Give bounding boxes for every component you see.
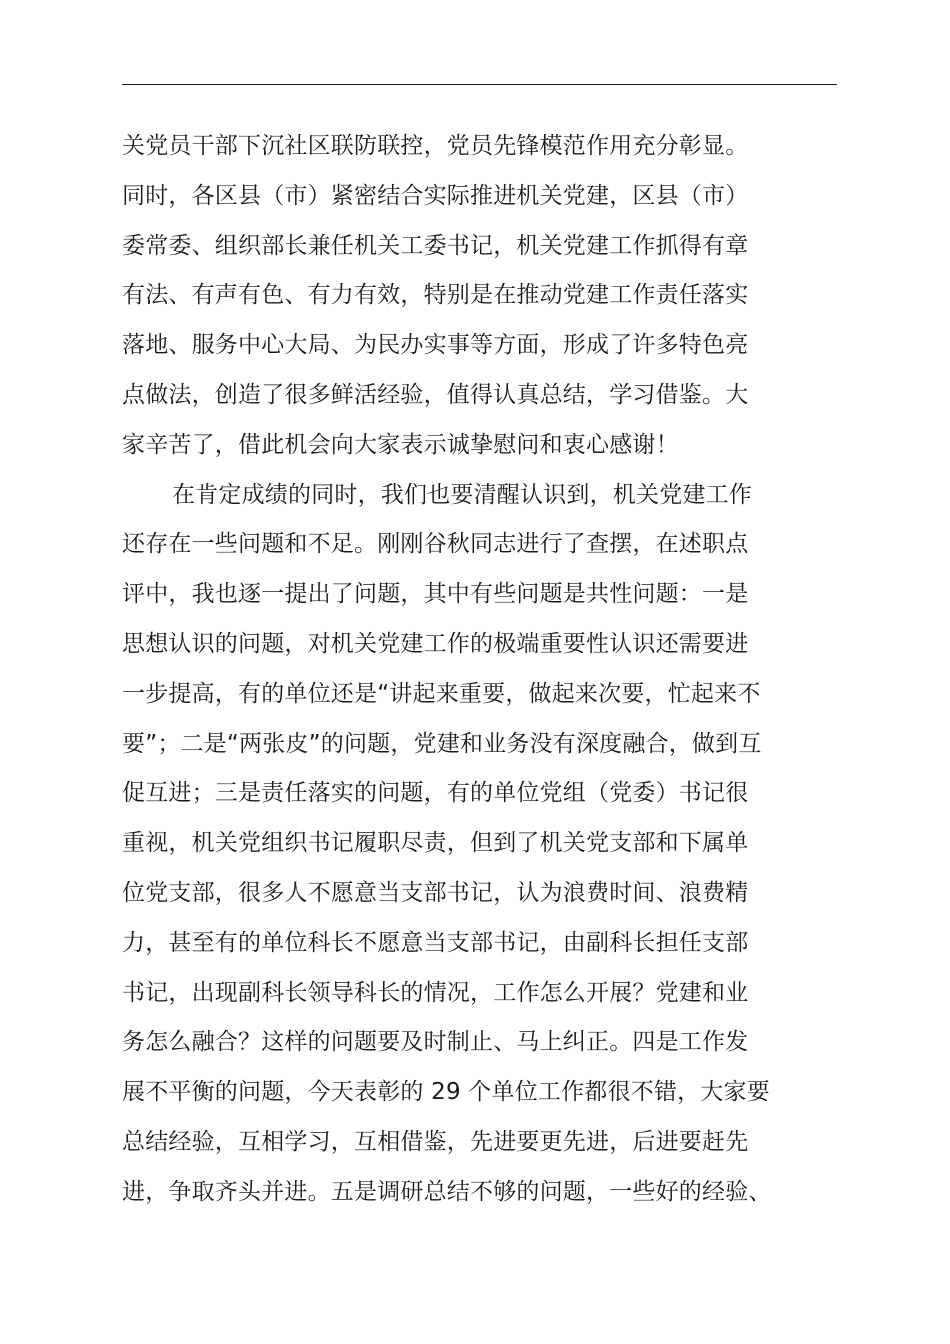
text-line: 一步提高，有的单位还是“讲起来重要，做起来次要，忙起来不 (122, 680, 761, 707)
text-line: 委常委、组织部长兼任机关工委书记，机关党建工作抓得有章 (122, 232, 749, 259)
text-line: 还存在一些问题和不足。刚刚谷秋同志进行了查摆，在述职点 (122, 531, 749, 558)
text-line: 家辛苦了，借此机会向大家表示诚挚慰问和衷心感谢！ (122, 431, 679, 458)
text-line: 总结经验，互相学习，互相借鉴，先进要更先进，后进要赶先 (122, 1128, 749, 1155)
text-line: 力，甚至有的单位科长不愿意当支部书记，由副科长担任支部 (122, 929, 749, 956)
text-line: 书记，出现副科长领导科长的情况，工作怎么开展？党建和业 (122, 979, 749, 1006)
text-line: 落地、服务中心大局、为民办实事等方面，形成了许多特色亮 (122, 332, 749, 359)
text-line: 点做法，创造了很多鲜活经验，值得认真总结，学习借鉴。大 (122, 381, 749, 408)
text-line: 位党支部，很多人不愿意当支部书记，认为浪费时间、浪费精 (122, 879, 749, 906)
text-line: 展不平衡的问题，今天表彰的 29 个单位工作都很不错，大家要 (122, 1079, 770, 1106)
text-line: 同时，各区县（市）紧密结合实际推进机关党建，区县（市） (122, 182, 749, 209)
text-line: 进，争取齐头并进。五是调研总结不够的问题，一些好的经验、 (122, 1178, 772, 1205)
text-line: 评中，我也逐一提出了问题，其中有些问题是共性问题：一是 (122, 581, 749, 608)
text-line: 关党员干部下沉社区联防联控，党员先锋模范作用充分彰显。 (122, 133, 749, 159)
body-text (122, 122, 842, 1218)
text-line: 有法、有声有色、有力有效，特别是在推动党建工作责任落实 (122, 282, 749, 309)
text-line: 务怎么融合？这样的问题要及时制止、马上纠正。四是工作发 (122, 1029, 749, 1056)
paragraph-start-line: 在肯定成绩的同时，我们也要清醒认识到，机关党建工作 (172, 481, 752, 508)
text-line: 要”；二是“两张皮”的问题，党建和业务没有深度融合，做到互 (122, 730, 762, 757)
text-line: 重视，机关党组织书记履职尽责，但到了机关党支部和下属单 (122, 830, 749, 857)
text-line: 思想认识的问题，对机关党建工作的极端重要性认识还需要进 (122, 630, 749, 657)
text-line: 促互进；三是责任落实的问题，有的单位党组（党委）书记很 (122, 780, 749, 807)
header-rule (122, 84, 837, 85)
